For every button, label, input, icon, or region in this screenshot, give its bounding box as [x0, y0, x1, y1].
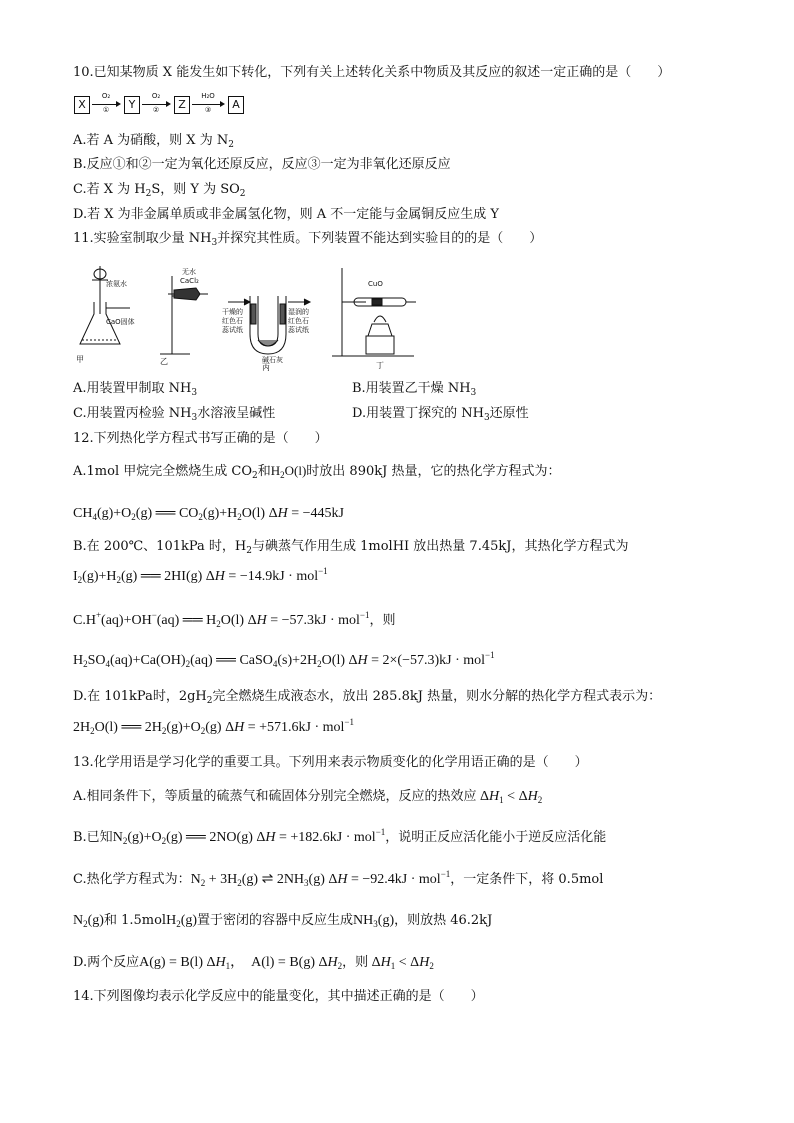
bing-left-3: 蕊试纸: [222, 326, 243, 334]
q10-option-c: C.若 X 为 $H_2S$，则 Y 为 $SO_2$: [73, 182, 246, 199]
yi-text-2: CaCl₂: [180, 277, 199, 285]
chain-box-a: A: [228, 96, 244, 114]
q13-option-c-2: $N_2(g)$和 1.5molH$_2$(g)置于密闭的容器中反应生成$NH_3(g)$，则放热 46.2kJ: [73, 913, 493, 929]
bing-label: 丙: [262, 363, 270, 372]
q12-option-d-text: D.在 101kPa时，$2gH_2$完全燃烧生成液态水，放出 285.8kJ 热量，则水分解的热化学方程式表示为：: [73, 689, 662, 706]
q13-option-a: A.相同条件下，等质量的硫蒸气和硫固体分别完全燃烧，反应的热效应 $\Delta H_1 < \Delta H_2$: [73, 789, 543, 805]
q11-option-d: D.用装置丁探究的 $NH_3$还原性: [352, 406, 529, 423]
chain-box-x: X: [74, 96, 90, 114]
bing-left-2: 红色石: [222, 317, 243, 325]
q12-stem: 12.下列热化学方程式书写正确的是（ ）: [73, 431, 328, 446]
q14-stem: 14.下列图像均表示化学反应中的能量变化，其中描述正确的是（ ）: [73, 989, 484, 1004]
q12-option-c-equation-2: $H_2SO_4(aq)+Ca(OH)_2(aq)$ ══ $CaSO_4(s)+2H_2O(l) \Delta H = 2\times(-57.3)kJ \cdot mol^{-1}$: [73, 650, 495, 669]
q11-option-c: C.用装置丙检验 $NH_3$水溶液呈碱性: [73, 406, 276, 423]
chain-arrow-1: O₂ ①: [91, 92, 121, 120]
q10-stem: 10.已知某物质 X 能发生如下转化，下列有关上述转化关系中物质及其反应的叙述一定正确的是（ ）: [73, 65, 671, 80]
ding-label: 丁: [376, 361, 384, 370]
q12-option-a-text: A.1mol 甲烷完全燃烧生成 $CO_2$和$H_2O(l)$时放出 890kJ 热量，它的热化学方程式为：: [73, 463, 561, 481]
chain-arrow-2: O₂ ②: [141, 92, 171, 120]
q10-option-d: D.若 X 为非金属单质或非金属氢化物，则 A 不一定能与金属铜反应生成 Y: [73, 207, 499, 222]
q10-option-a: A.若 A 为硝酸，则 X 为 $N_2$: [73, 133, 234, 150]
jia-text-2: CaO固体: [106, 318, 135, 326]
q11-option-a: A.用装置甲制取 $NH_3$: [73, 381, 198, 398]
apparatus-bing: [228, 296, 310, 354]
chain-box-y: Y: [124, 96, 140, 114]
q11-apparatus-figure: [74, 262, 420, 372]
q10-option-b: B.反应①和②一定为氧化还原反应，反应③一定为非氧化还原反应: [73, 157, 451, 172]
bing-right-2: 红色石: [288, 317, 309, 325]
jia-text-1: 浓氨水: [106, 280, 127, 288]
bing-bottom: 碱石灰: [262, 356, 283, 364]
q12-option-b-text: B.在 200℃、101kPa 时，$H_2$与碘蒸气作用生成 1molHI 放出热量 7.45kJ，其热化学方程式为: [73, 539, 629, 556]
apparatus-jia: [80, 266, 130, 344]
yi-text-1: 无水: [182, 268, 196, 276]
q12-option-a-equation: $CH_4(g)+O_2(g)$ ══ $CO_2(g)+H_2O(l) \Delta H = -445kJ$: [73, 506, 344, 522]
q13-option-c: C.热化学方程式为：$N_2 + 3H_2(g)$ ⇌ $2NH_3(g) \Delta H = -92.4kJ \cdot mol^{-1}$，一定条件下，将 0.5mol: [73, 869, 604, 888]
q13-stem: 13.化学用语是学习化学的重要工具。下列用来表示物质变化的化学用语正确的是（ ）: [73, 755, 588, 770]
q13-option-b: B.已知$N_2(g)+O_2(g)$ ══ 2NO(g) ΔH = +182.6kJ · mol$^{-1}$，说明正反应活化能小于逆反应活化能: [73, 827, 607, 846]
q10-conversion-chain: [74, 92, 244, 120]
ding-text: CuO: [368, 280, 383, 288]
bing-left-1: 干燥的: [222, 308, 243, 316]
bing-right-3: 蕊试纸: [288, 326, 309, 334]
chain-arrow-3: H₂O ③: [191, 92, 225, 120]
q12-option-d-equation: $2H_2O(l)$ ══ $2H_2(g)+O_2(g) \Delta H = +571.6kJ \cdot mol^{-1}$: [73, 717, 354, 736]
q11-option-b: B.用装置乙干燥 $NH_3$: [352, 381, 477, 398]
jia-label: 甲: [76, 355, 84, 364]
q12-option-b-equation: $I_2(g)+H_2(g)$ ══ 2HI(g) ΔH = −14.9kJ · mol$^{-1}$: [73, 566, 328, 585]
q11-stem: 11.实验室制取少量 $NH_3$并探究其性质。下列装置不能达到实验目的的是（ ）: [73, 231, 543, 248]
q13-option-d: D.两个反应A(g) = B(l) $\Delta H_1$， A(l) = B(g) $\Delta H_2$，则 $\Delta H_1 < \Delta H_2$: [73, 955, 434, 971]
chain-box-z: Z: [174, 96, 190, 114]
bing-right-1: 湿润的: [288, 308, 309, 316]
q12-option-c-equation: C.H+(aq)+OH−(aq) ══ $H_2O(l) \Delta H = -57.3kJ \cdot mol^{-1}$，则: [73, 610, 396, 629]
yi-label: 乙: [160, 357, 168, 366]
apparatus-yi: [160, 276, 208, 354]
